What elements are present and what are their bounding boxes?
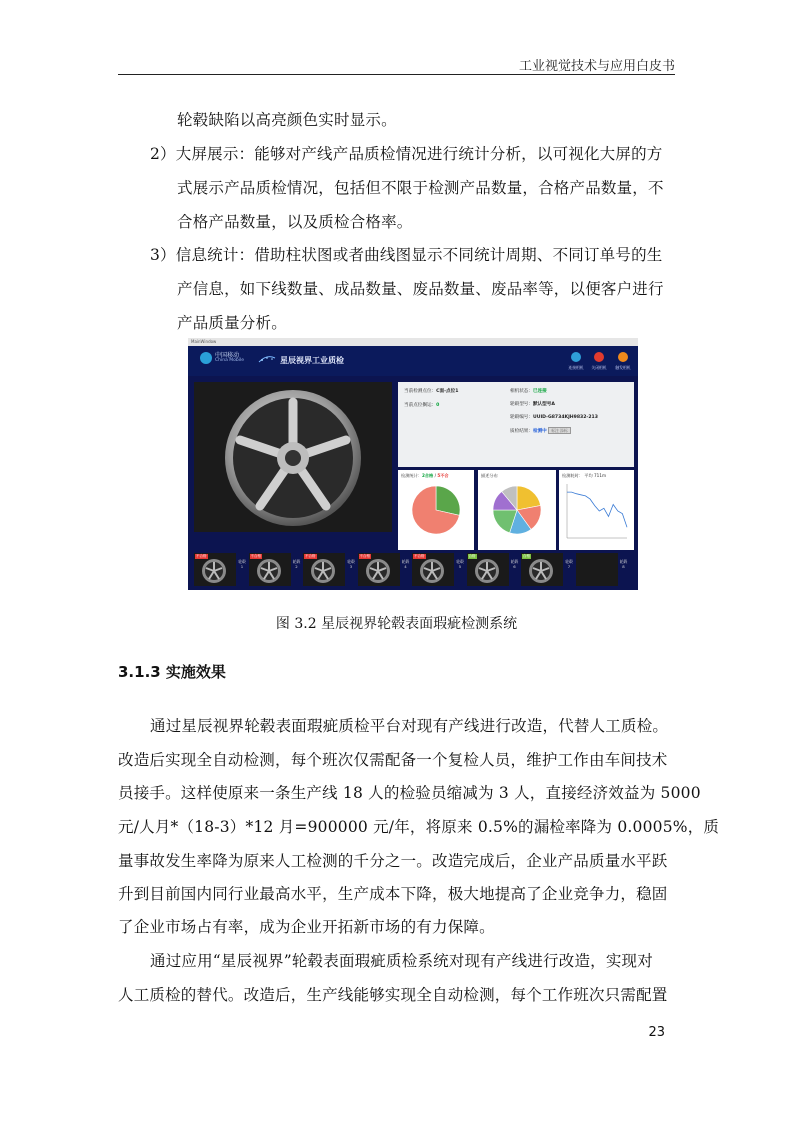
thumb-status-tag: 合格 (523, 554, 530, 558)
running-header: 工业视觉技术与应用白皮书 (518, 59, 675, 74)
paragraph-line: 改造后实现全自动检测，每个班次仅需配备一个复检人员，维护工作由车间技术 (118, 751, 668, 769)
paragraph-line: 通过应用“星辰视界”轮毂表面瑕疵质检系统对现有产线进行改造，实现对 (150, 952, 653, 970)
figure-caption: 图 3.2 星辰视界轮毂表面瑕疵检测系统 (275, 616, 518, 632)
header-rule (118, 74, 675, 75)
thumbnail[interactable] (412, 553, 454, 586)
thumb-status-tag: 不合格 (250, 554, 261, 558)
thumb-status-tag: 不合格 (196, 554, 207, 558)
paragraph-line: 了企业市场占有率，成为企业开拓新市场的有力保障。 (118, 918, 495, 936)
paragraph-line: 通过星辰视界轮毂表面瑕疵质检平台对现有产线进行改造，代替人工质检。 (150, 717, 669, 735)
section-title: 3.1.3 实施效果 (118, 663, 226, 681)
list-item-line: 合格产品数量，以及质检合格率。 (177, 213, 413, 231)
camera-status-value: 已连接 (532, 389, 547, 394)
paragraph-line: 人工质检的替代。改造后，生产线能够实现全自动检测，每个工作班次只需配置 (118, 986, 668, 1004)
thumb-label: 轮毂8 (619, 559, 628, 569)
trend-title: 检测耗时： (562, 473, 583, 478)
thumb-label: 轮毂4 (401, 559, 410, 569)
wheel-thumb-icon (576, 553, 618, 586)
current-point-label: 当前检测点位： (404, 389, 437, 394)
stats-ok: 2合格 (421, 473, 434, 478)
thumb-status-tag: 不合格 (359, 554, 370, 558)
trigger-camera-icon[interactable] (618, 352, 628, 362)
thumb-label: 轮毂6 (510, 559, 519, 569)
thumbnail[interactable] (303, 553, 345, 586)
connect-camera-icon[interactable] (571, 352, 581, 362)
result-label: 质检结果： (510, 429, 533, 434)
stats-ng: 5不合 (437, 473, 449, 478)
stats-pie-chart (398, 480, 474, 548)
finished-count-label: 当前点位搁运： (404, 403, 437, 408)
thumbnail[interactable] (576, 553, 618, 586)
thumbnail[interactable] (194, 553, 236, 586)
dist-chart-panel (478, 470, 556, 550)
paragraph-line: 员接手。这样使原来一条生产线 18 人的检验员缩减为 3 人，直接经济效益为 5000 (118, 784, 701, 802)
paragraph-line: 轮毂缺陷以高亮颜色实时显示。 (177, 111, 397, 129)
trend-line-chart (559, 480, 634, 548)
trend-chart-panel (559, 470, 634, 550)
dist-title: 描述分布 (481, 473, 498, 478)
stats-chart-panel: 检测统计：2合格 / 5不合 (398, 470, 474, 550)
brand-name-cn: 中国移动 (215, 352, 240, 359)
info-panel (398, 382, 634, 467)
thumb-status-tag: 不合格 (414, 554, 425, 558)
thumbnail[interactable] (249, 553, 291, 586)
page-number: 23 (648, 1025, 665, 1040)
thumbnail-strip (194, 553, 634, 586)
list-item-line: 产信息，如下线数量、成品数量、废品数量、废品率等，以便客户进行 (177, 280, 664, 298)
thumb-status-tag: 合格 (468, 554, 476, 558)
paragraph-line: 元/人月*（18-3）*12 月=900000 元/年，将原来 0.5%的漏检率降为 0.0005%，质 (118, 818, 720, 836)
thumbnail[interactable] (358, 553, 400, 586)
current-point-value: C面-点位1 (436, 389, 459, 394)
connect-camera-label[interactable]: 连接相机 (568, 365, 584, 370)
wheel-image-panel (194, 382, 392, 532)
brand-name-en: China Mobile (215, 358, 245, 363)
wheel-model-value: 默认型号A (532, 402, 555, 407)
thumb-label: 轮毂1 (238, 559, 246, 569)
wheel-id-value: UUID-G8734KJH9832-213 (532, 415, 598, 420)
list-item-line: 2）大屏展示：能够对产线产品质检情况进行统计分析，以可视化大屏的方 (150, 145, 663, 163)
wheel-image (194, 382, 392, 532)
trigger-camera-label[interactable]: 触发相机 (615, 365, 631, 370)
paragraph-line: 量事故发生率降为原来人工检测的千分之一。改造完成后，企业产品质量水平跃 (118, 852, 668, 870)
wheel-model-label: 轮毂型号： (510, 402, 533, 407)
window-titlebar: MainWindow (188, 338, 638, 346)
thumbnail[interactable] (467, 553, 509, 586)
wheel-id-label: 轮毂编号： (510, 415, 533, 420)
list-item-line: 产品质量分析。 (177, 314, 287, 332)
thumbnail[interactable] (521, 553, 563, 586)
result-value: 检测中 (532, 429, 547, 434)
china-mobile-logo-icon (200, 352, 212, 364)
thumb-label: 轮毂7 (565, 559, 573, 569)
camera-status-label: 相机状态： (510, 389, 533, 394)
thumb-label: 轮毂3 (347, 559, 355, 569)
series-line (567, 492, 627, 527)
dist-pie-chart (478, 480, 556, 548)
list-item-line: 3）信息统计：借助柱状图或者曲线图显示不同统计周期、不同订单号的生 (150, 246, 663, 264)
thumb-label: 轮毂2 (292, 559, 301, 569)
close-camera-label[interactable]: 关闭相机 (591, 365, 607, 370)
annotate-button[interactable]: 标注 添标 (548, 427, 570, 434)
thumb-label: 轮毂5 (456, 559, 464, 569)
paragraph-line: 升到目前国内同行业最高水平，生产成本下降，极大地提高了企业竞争力，稳固 (118, 885, 668, 903)
trend-unit: 平均 711m (584, 473, 607, 478)
close-camera-icon[interactable] (594, 352, 604, 362)
list-item-line: 式展示产品质检情况，包括但不限于检测产品数量，合格产品数量，不 (177, 179, 664, 197)
stats-title: 检测统计： (401, 473, 422, 478)
finished-count-value: 0 (436, 403, 440, 408)
star-logo-icon (258, 354, 276, 364)
app-title: 星辰视界工业质检 (280, 356, 344, 365)
figure-screenshot (188, 338, 638, 590)
thumb-status-tag: 不合格 (305, 554, 316, 558)
app-topbar (188, 346, 638, 376)
